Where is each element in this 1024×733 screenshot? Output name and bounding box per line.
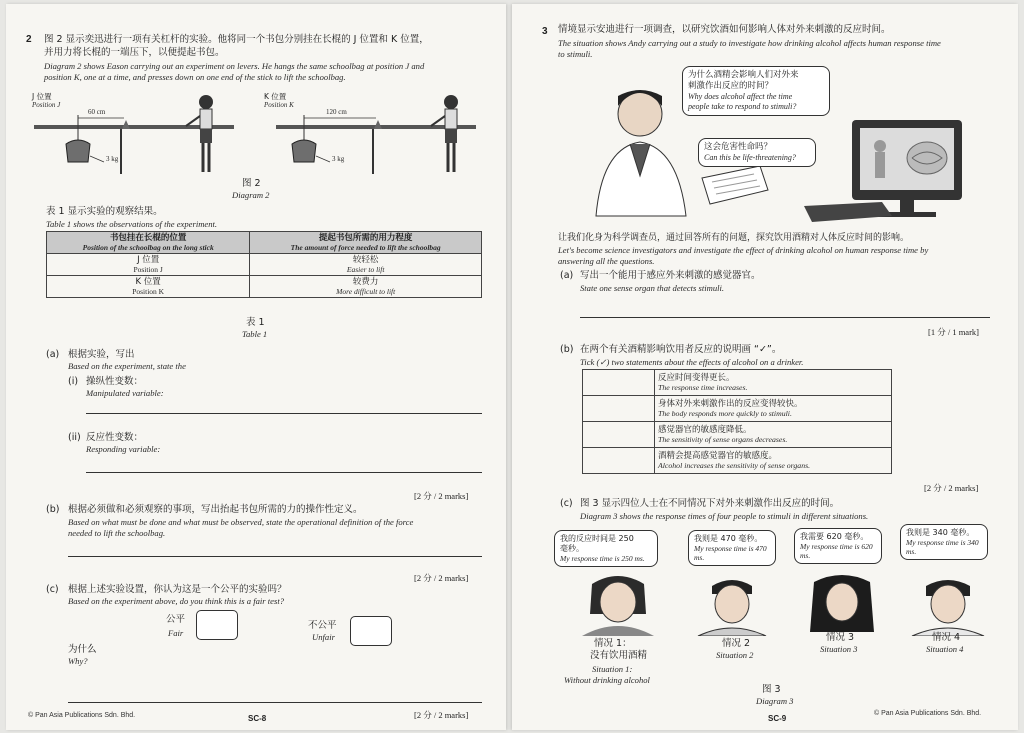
situation-2-en: Situation 2 bbox=[716, 650, 754, 660]
q2a-ii-zh: 反应性变数： bbox=[86, 432, 144, 443]
q2b-label: (b) bbox=[46, 504, 60, 515]
statement-row: 酒精会提高感觉器官的敏感度。 Alcohol increases the sensitivity of sense organs. bbox=[583, 448, 892, 474]
q2-intro-zh-2: 并用力将长棍的一端压下，以便提起书包。 bbox=[44, 47, 225, 58]
q2b-en-1: Based on what must be done and what must be observed, state the operational definition of the force bbox=[68, 517, 414, 527]
table-header-force: 提起书包所需的用力程度 The amount of force needed to lift the schoolbag bbox=[250, 232, 482, 254]
left-footer-publisher: © Pan Asia Publications Sdn. Bhd. bbox=[28, 712, 136, 719]
answer-line-q2a-i[interactable] bbox=[86, 413, 482, 414]
q3b-marks: [2 分 / 2 marks] bbox=[924, 483, 979, 493]
investigator-en-1: Let's become science investigators and investigate the effect of drinking alcohol on human response time by bbox=[558, 245, 929, 255]
table-1-caption-zh: 表 1 bbox=[246, 317, 265, 328]
q3a-label: (a) bbox=[560, 270, 574, 281]
eason-figure-2 bbox=[444, 95, 458, 109]
situation-3-en: Situation 3 bbox=[820, 644, 858, 654]
why-label-en: Why? bbox=[68, 656, 88, 666]
answer-line-q2c[interactable] bbox=[68, 702, 482, 703]
diagram-2-caption-zh: 图 2 bbox=[242, 178, 261, 189]
q2a-zh: 根据实验，写出 bbox=[68, 349, 135, 360]
q2c-zh: 根据上述实验设置，你认为这是一个公平的实验吗？ bbox=[68, 584, 287, 595]
position-j-label-zh: J 位置 bbox=[32, 92, 52, 101]
table-leg bbox=[120, 129, 122, 174]
situation-3-zh: 情况 3 bbox=[826, 632, 855, 643]
q2a-i-label: (i) bbox=[68, 376, 79, 387]
situation-1-zh-2: 没有饮用酒精 bbox=[590, 650, 648, 661]
right-page-number: SC-9 bbox=[768, 714, 787, 723]
paper-sheet bbox=[702, 166, 768, 204]
left-page-number: SC-8 bbox=[248, 714, 267, 723]
q2a-label: (a) bbox=[46, 349, 60, 360]
q2a-marks: [2 分 / 2 marks] bbox=[414, 491, 469, 501]
situation-4-zh: 情况 4 bbox=[932, 632, 961, 643]
left-page bbox=[6, 4, 506, 730]
situation-4-en: Situation 4 bbox=[926, 644, 964, 654]
keyboard bbox=[804, 202, 892, 222]
statement-row: 身体对外来刺激作出的反应变得较快。 The body responds more quickly to stimuli. bbox=[583, 396, 892, 422]
person-4-figure bbox=[912, 580, 984, 636]
table-header-position: 书包挂在长棍的位置 Position of the schoolbag on the long stick bbox=[47, 232, 250, 254]
fair-label-en: Fair bbox=[168, 628, 184, 638]
q2-intro-en-2: position K, one at a time, and presses down on one end of the stick to lift the schoolbag. bbox=[44, 72, 346, 82]
q3c-en: Diagram 3 shows the response times of four people to stimuli in different situations. bbox=[580, 511, 869, 521]
q2a-i-zh: 操纵性变数： bbox=[86, 376, 144, 387]
response-bubble-4: 我则是 340 毫秒。 My response time is 340 ms. bbox=[900, 524, 988, 560]
q3-intro-zh: 情境显示安迪进行一项调查，以研究饮酒如何影响人体对外来刺激的反应时间。 bbox=[558, 24, 891, 35]
answer-line-q2b[interactable] bbox=[68, 556, 482, 557]
right-page bbox=[512, 4, 1018, 730]
unfair-label-en: Unfair bbox=[312, 632, 335, 642]
q3c-zh: 图 3 显示四位人士在不同情况下对外来刺激作出反应的时间。 bbox=[580, 498, 840, 509]
q2a-ii-en: Responding variable: bbox=[86, 444, 161, 454]
situation-2-zh: 情况 2 bbox=[722, 638, 751, 649]
speech-bubble-why: 为什么酒精会影响人们对外来 刺激作出反应的时间？ Why does alcohol affect the time people take to respond to stimuli? bbox=[682, 66, 830, 116]
statement-tick-table bbox=[582, 369, 892, 474]
q2a-ii-label: (ii) bbox=[68, 432, 81, 443]
four-people-illustration bbox=[552, 574, 1002, 636]
tick-box-1[interactable] bbox=[583, 370, 655, 396]
why-label-zh: 为什么 bbox=[68, 644, 97, 655]
table-intro-zh: 表 1 显示实验的观察结果。 bbox=[46, 206, 163, 217]
situation-1-en-2: Without drinking alcohol bbox=[564, 675, 650, 685]
answer-line-q3a[interactable] bbox=[580, 317, 990, 318]
diagram-2-caption-en: Diagram 2 bbox=[232, 190, 270, 200]
position-k-label-en: Position K bbox=[264, 101, 294, 109]
q2c-en: Based on the experiment above, do you think this is a fair test? bbox=[68, 596, 284, 606]
q2-intro-zh-1: 图 2 显示奕迅进行一项有关杠杆的实验。他将同一个书包分别挂在长棍的 J 位置和 K 位置， bbox=[44, 34, 429, 45]
q2b-zh: 根据必须做和必须观察的事项，写出抬起书包所需的力的操作性定义。 bbox=[68, 504, 363, 515]
q3c-label: (c) bbox=[560, 498, 573, 509]
diagram-3-caption-zh: 图 3 bbox=[762, 684, 781, 695]
q3-intro-en-2: to stimuli. bbox=[558, 49, 593, 59]
table-row: K 位置 Position K 较费力 More difficult to lift bbox=[47, 276, 482, 298]
q3a-en: State one sense organ that detects stimuli. bbox=[580, 283, 725, 293]
unfair-label-zh: 不公平 bbox=[308, 620, 337, 631]
person-3-figure bbox=[810, 575, 874, 632]
person-1-figure bbox=[582, 576, 654, 636]
table-1-caption-en: Table 1 bbox=[242, 329, 268, 339]
investigator-en-2: answering all the questions. bbox=[558, 256, 655, 266]
situation-1-zh: 情况 1： bbox=[594, 638, 632, 649]
question-2-number: 2 bbox=[26, 34, 32, 45]
schoolbag-j bbox=[66, 140, 90, 162]
mass-left: 3 kg bbox=[106, 155, 119, 163]
q2c-marks: [2 分 / 2 marks] bbox=[414, 710, 469, 720]
tick-box-3[interactable] bbox=[583, 422, 655, 448]
lever-diagram bbox=[26, 90, 486, 180]
observation-table bbox=[46, 231, 482, 298]
q3b-zh: 在两个有关酒精影响饮用者反应的说明画 “✓”。 bbox=[580, 344, 782, 355]
diagram-3-caption-en: Diagram 3 bbox=[756, 696, 794, 706]
person-2-figure bbox=[698, 580, 766, 636]
q2a-en: Based on the experiment, state the bbox=[68, 361, 186, 371]
q3-intro-en-1: The situation shows Andy carrying out a study to investigate how drinking alcohol affects human response time bbox=[558, 38, 941, 48]
position-j-label-en: Position J bbox=[32, 101, 61, 109]
unfair-checkbox[interactable] bbox=[350, 616, 392, 646]
response-bubble-2: 我则是 470 毫秒。 My response time is 470 ms. bbox=[688, 530, 776, 566]
table-row: J 位置 Position J 较轻松 Easier to lift bbox=[47, 254, 482, 276]
position-k-label-zh: K 位置 bbox=[264, 92, 287, 101]
q2c-label: (c) bbox=[46, 584, 59, 595]
statement-row: 反应时间变得更长。 The response time increases. bbox=[583, 370, 892, 396]
q2-intro-en-1: Diagram 2 shows Eason carrying out an experiment on levers. He hangs the same schoolbag at position J and bbox=[44, 61, 425, 71]
tick-box-4[interactable] bbox=[583, 448, 655, 474]
right-footer-publisher: © Pan Asia Publications Sdn. Bhd. bbox=[874, 710, 982, 717]
fair-checkbox[interactable] bbox=[196, 610, 238, 640]
question-3-number: 3 bbox=[542, 26, 548, 37]
k-distance: 120 cm bbox=[326, 108, 347, 116]
q3a-marks: [1 分 / 1 mark] bbox=[928, 327, 979, 337]
answer-line-q2a-ii[interactable] bbox=[86, 472, 482, 473]
schoolbag-k bbox=[292, 140, 316, 162]
speech-bubble-life: 这会危害性命吗？ Can this be life-threatening? bbox=[698, 138, 816, 167]
q3b-label: (b) bbox=[560, 344, 574, 355]
q2b-marks: [2 分 / 2 marks] bbox=[414, 573, 469, 583]
eason-figure-1 bbox=[199, 95, 213, 109]
statement-row: 感觉器官的敏感度降低。 The sensitivity of sense organs decreases. bbox=[583, 422, 892, 448]
response-bubble-1: 我的反应时间是 250 毫秒。 My response time is 250 ms. bbox=[554, 530, 658, 567]
j-distance: 60 cm bbox=[88, 108, 106, 116]
fair-label-zh: 公平 bbox=[166, 614, 186, 625]
q3a-zh: 写出一个能用于感应外来刺激的感觉器官。 bbox=[580, 270, 761, 281]
mass-right: 3 kg bbox=[332, 155, 345, 163]
situation-1-en: Situation 1: bbox=[592, 664, 633, 674]
investigator-zh: 让我们化身为科学调查员，通过回答所有的问题，探究饮用酒精对人体反应时间的影响。 bbox=[558, 233, 910, 243]
q3b-en: Tick (✓) two statements about the effects of alcohol on a drinker. bbox=[580, 357, 804, 367]
response-bubble-3: 我需要 620 毫秒。 My response time is 620 ms. bbox=[794, 528, 882, 564]
q2a-i-en: Manipulated variable: bbox=[86, 388, 164, 398]
table-header-row bbox=[47, 232, 482, 254]
table-intro-en: Table 1 shows the observations of the experiment. bbox=[46, 219, 218, 229]
q2b-en-2: needed to lift the schoolbag. bbox=[68, 528, 166, 538]
tick-box-2[interactable] bbox=[583, 396, 655, 422]
